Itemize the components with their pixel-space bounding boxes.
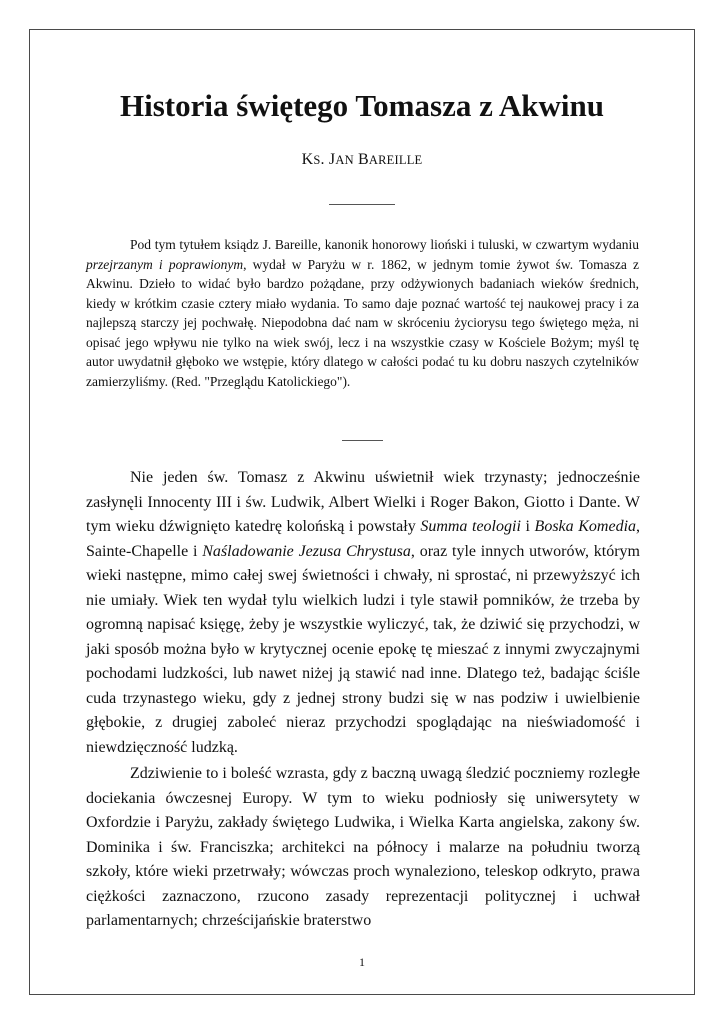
separator-rule (329, 204, 395, 205)
author-name: KS. JAN BAREILLE (301, 151, 423, 168)
page-number: 1 (359, 955, 365, 969)
body-paragraph: Zdziwienie to i boleść wzrasta, gdy z baczną uwagą śledzić poczniemy rozległe dociekania ówczesnej Europy. W tym to wieku podniosły się uniwersytety w Oxfordzie i Paryżu, zakłady świętego Ludwika, i Wielka Karta angielska, zakony św. Dominika i św. Franciszka; architekci na północy i malarze na południu tworzą szkoły, które wieki przetrwały; wówczas proch wynaleziono, teleskop odkryto, prawa ciężkości zaznaczono, rzucono zasady reprezentacji politycznej i uchwał parlamentarnych; chrześcijańskie braterstwo (86, 765, 640, 929)
separator-rule (342, 440, 383, 441)
body-paragraph: Nie jeden św. Tomasz z Akwinu uświetnił wiek trzynasty; jednocześnie zasłynęli Innocenty III i św. Ludwik, Albert Wielki i Roger Bakon, Giotto i Dante. W tym wieku dźwignięto katedrę kolońską i powstały Summa teologii i Boska Komedia, Sainte-Chapelle i Naśladowanie Jezusa Chrystusa, oraz tyle innych utworów, którym wieki następne, mimo całej swej świetności i chwały, ni sprostać, ni przewyższyć ich nie umiały. Wiek ten wydał tylu wielkich ludzi i tyle stawił pomników, że trzeba by ogromną napisać księgę, żeby je wszystkie wyliczyć, tak, że dziwić się przychodzi, w jaki sposób można było w krytycznej ocenie epokę tę mieszać z innymi zwyczajnymi pochodami ludzkości, lub nawet niżej ją stawić nad inne. Dlatego też, badając ściśle cuda trzynastego wieku, gdy z jednej strony budzi się w nas podziw i uwielbienie głębokie, z drugiej zaboleć nieraz przychodzi spoglądając na nieświadomość i niewdzięczność ludzką. (86, 469, 641, 756)
document-title: Historia świętego Tomasza z Akwinu (120, 88, 604, 123)
editorial-intro: Pod tym tytułem ksiądz J. Bareille, kanonik honorowy lioński i tuluski, w czwartym wydaniu przejrzanym i poprawionym, wydał w Paryżu w r. 1862, w jednym tomie żywot św. Tomasza z Akwinu. Dzieło to widać było bardzo pożądane, przy odżywionych badaniach wieków średnich, kiedy w krótkim czasie cztery miało wydania. To samo daje poznać wartość tej naukowej pracy i za najlepszą starczy jej pochwałę. Niepodobna dać nam w skróceniu życiorysu tego świętego męża, ni opisać jego wpływu nie tylko na wiek swój, lecz i na wszystkie czasy w Kościele Bożym; myśl tę autor uwydatnił głęboko we wstępie, który dlatego w całości podać tu ku dobru naszych czytelników zamierzyliśmy. (Red. "Przeglądu Katolickiego"). (86, 237, 640, 389)
